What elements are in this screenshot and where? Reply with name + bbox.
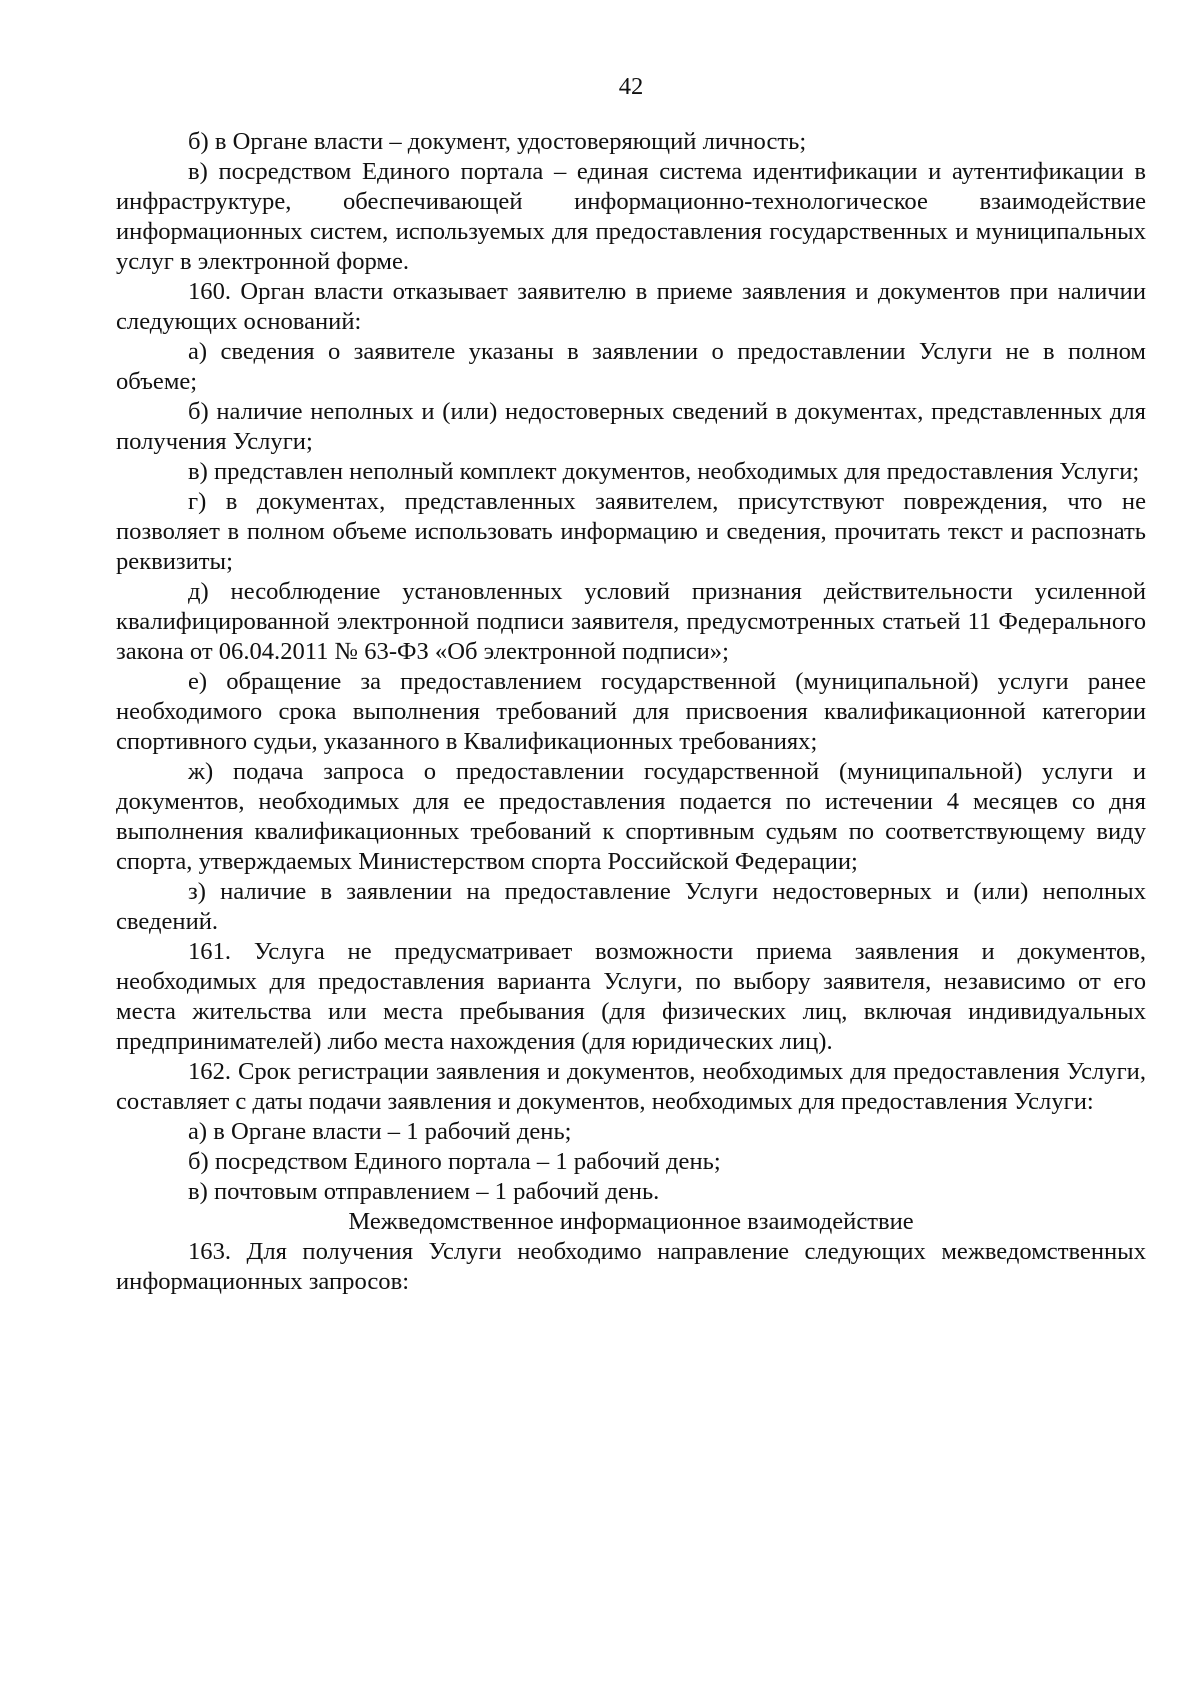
paragraph-162: 162. Срок регистрации заявления и документов, необходимых для предоставления Услуги, составляет с даты подачи заявления и документов, необходимых для предоставления Услуги: — [116, 1058, 1146, 1115]
paragraph-160: 160. Орган власти отказывает заявителю в приеме заявления и документов при наличии следующих оснований: — [116, 278, 1146, 335]
paragraph-161: 161. Услуга не предусматривает возможности приема заявления и документов, необходимых для предоставления варианта Услуги, по выбору заявителя, независимо от его места жительства или места пребывания (для физических лиц, включая индивидуальных предпринимателей) либо места нахождения (для юридических лиц). — [116, 938, 1146, 1055]
paragraph-162-v: в) почтовым отправлением – 1 рабочий день. — [188, 1178, 660, 1205]
paragraph-160-v: в) представлен неполный комплект документов, необходимых для предоставления Услуги; — [188, 458, 1140, 485]
paragraph-identity-document: б) в Органе власти – документ, удостоверяющий личность; — [188, 128, 807, 155]
page-number: 42 — [618, 73, 644, 100]
section-heading: Межведомственное информационное взаимодействие — [348, 1208, 914, 1235]
paragraph-160-zh: ж) подача запроса о предоставлении государственной (муниципальной) услуги и документов, необходимых для ее предоставления подается по истечении 4 месяцев со дня выполнения квалификационных требований к спортивным судьям по соответствующему виду спорта, утверждаемых Министерством спорта Российской Федерации; — [116, 758, 1146, 875]
paragraph-unified-portal-identification: в) посредством Единого портала – единая система идентификации и аутентификации в инфраструктуре, обеспечивающей информационно-технологическое взаимодействие информационных систем, используемых для предоставления государственных и муниципальных услуг в электронной форме. — [116, 158, 1146, 275]
paragraph-163: 163. Для получения Услуги необходимо направление следующих межведомственных информационных запросов: — [116, 1238, 1146, 1295]
paragraph-160-g: г) в документах, представленных заявителем, присутствуют повреждения, что не позволяет в полном объеме использовать информацию и сведения, прочитать текст и распознать реквизиты; — [116, 488, 1146, 575]
paragraph-160-d: д) несоблюдение установленных условий признания действительности усиленной квалифицированной электронной подписи заявителя, предусмотренных статьей 11 Федерального закона от 06.04.2011 № 63-ФЗ «Об электронной подписи»; — [116, 578, 1146, 665]
paragraph-162-a: а) в Органе власти – 1 рабочий день; — [188, 1118, 572, 1145]
document-page — [116, 0, 1146, 1697]
paragraph-160-b: б) наличие неполных и (или) недостоверных сведений в документах, представленных для получения Услуги; — [116, 398, 1146, 455]
paragraph-160-a: а) сведения о заявителе указаны в заявлении о предоставлении Услуги не в полном объеме; — [116, 338, 1146, 395]
paragraph-160-e: е) обращение за предоставлением государственной (муниципальной) услуги ранее необходимого срока выполнения требований для присвоения квалификационной категории спортивного судьи, указанного в Квалификационных требованиях; — [116, 668, 1146, 755]
paragraph-160-z: з) наличие в заявлении на предоставление Услуги недостоверных и (или) неполных сведений. — [116, 878, 1146, 935]
paragraph-162-b: б) посредством Единого портала – 1 рабочий день; — [188, 1148, 721, 1175]
document-body — [116, 127, 1146, 1297]
